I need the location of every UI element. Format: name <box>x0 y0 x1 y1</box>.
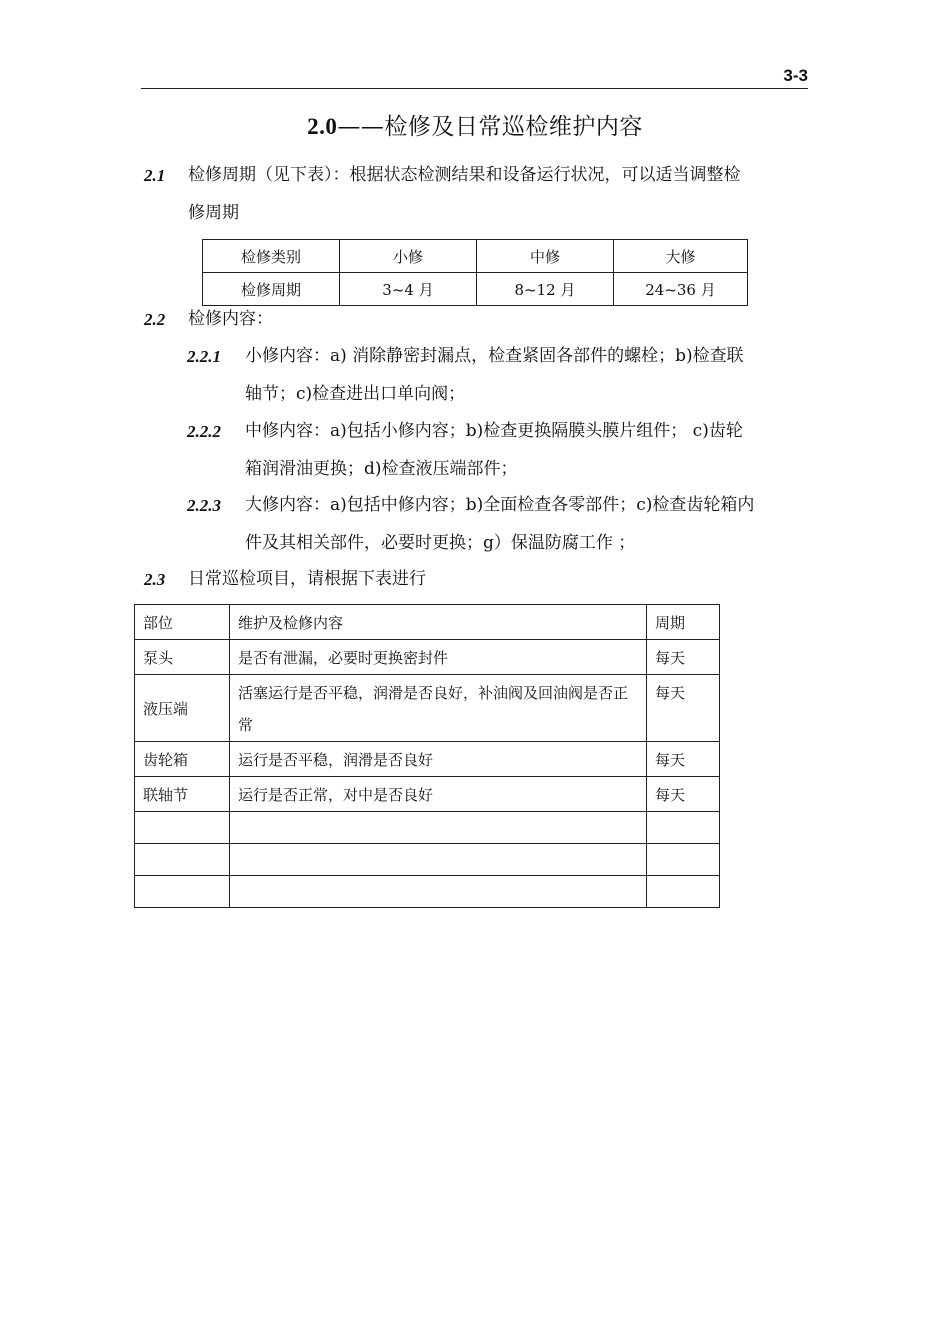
inspection-header-cell: 部位 <box>135 605 230 640</box>
empty-row <box>135 812 720 844</box>
section-2-3-number: 2.3 <box>144 570 166 589</box>
cycle-header-cell: 大修 <box>614 240 748 273</box>
part-cell: 液压端 <box>135 675 230 742</box>
empty-cell <box>135 844 230 876</box>
cycle-header-cell: 小修 <box>340 240 477 273</box>
section-2-2-1-line1: 小修内容：a) 消除静密封漏点，检查紧固各部件的螺栓；b)检查联 <box>245 346 744 366</box>
section-2-2-3-number: 2.2.3 <box>187 496 221 515</box>
page-number: 3-3 <box>783 66 808 85</box>
inspection-header-cell: 周期 <box>647 605 720 640</box>
section-2-2-3-line2: 件及其相关部件，必要时更换；g）保温防腐工作 ； <box>245 533 636 553</box>
section-2-1-number: 2.1 <box>144 166 166 185</box>
part-cell: 齿轮箱 <box>135 742 230 777</box>
title-number: 2.0 <box>307 114 338 139</box>
empty-row <box>135 844 720 876</box>
section-2-2-2-number: 2.2.2 <box>187 422 221 441</box>
content-cell: 运行是否正常，对中是否良好 <box>230 777 647 812</box>
section-2-2-2-line2: 箱润滑油更换；d)检查液压端部件； <box>245 459 518 479</box>
inspection-table <box>134 604 720 908</box>
cycle-cell: 8~12 月 <box>477 273 614 306</box>
inspection-table-header-row <box>135 605 720 640</box>
cycle-table-header-row <box>203 240 748 273</box>
empty-cell <box>135 876 230 908</box>
section-2-2-number: 2.2 <box>144 310 166 329</box>
empty-cell <box>647 844 720 876</box>
part-cell: 泵头 <box>135 640 230 675</box>
cycle-cell: 检修周期 <box>203 273 340 306</box>
table-row <box>135 777 720 812</box>
section-2-1-line1: 检修周期（见下表）：根据状态检测结果和设备运行状况，可以适当调整检 <box>188 165 741 185</box>
empty-cell <box>230 844 647 876</box>
section-2-1-line2: 修周期 <box>188 203 239 223</box>
section-2-2-3-line1: 大修内容：a)包括中修内容；b)全面检查各零部件；c)检查齿轮箱内 <box>245 495 755 515</box>
section-2-2-1-number: 2.2.1 <box>187 347 221 366</box>
section-2-2-text: 检修内容： <box>188 309 273 329</box>
part-cell: 联轴节 <box>135 777 230 812</box>
cycle-cell: 每天 <box>647 640 720 675</box>
table-row <box>135 742 720 777</box>
section-2-3-text: 日常巡检项目，请根据下表进行 <box>188 569 426 589</box>
content-cell: 运行是否平稳，润滑是否良好 <box>230 742 647 777</box>
empty-cell <box>135 812 230 844</box>
empty-cell <box>647 876 720 908</box>
section-2-2-2-line1: 中修内容：a)包括小修内容；b)检查更换隔膜头膜片组件； c)齿轮 <box>245 421 743 441</box>
table-row <box>135 640 720 675</box>
cycle-header-cell: 检修类别 <box>203 240 340 273</box>
content-cell: 是否有泄漏，必要时更换密封件 <box>230 640 647 675</box>
maintenance-cycle-table <box>202 239 748 306</box>
empty-cell <box>647 812 720 844</box>
cycle-cell: 每天 <box>647 675 720 742</box>
title-text: ——检修及日常巡检维护内容 <box>337 114 643 140</box>
empty-row <box>135 876 720 908</box>
cycle-cell: 每天 <box>647 777 720 812</box>
empty-cell <box>230 876 647 908</box>
cycle-cell: 3~4 月 <box>340 273 477 306</box>
section-2-2-1-line2: 轴节；c)检查进出口单向阀； <box>245 384 466 404</box>
header-rule <box>141 88 808 89</box>
empty-cell <box>230 812 647 844</box>
cycle-cell: 24~36 月 <box>614 273 748 306</box>
page-title <box>0 108 950 141</box>
cycle-table-row <box>203 273 748 306</box>
table-row <box>135 675 720 742</box>
cycle-header-cell: 中修 <box>477 240 614 273</box>
cycle-cell: 每天 <box>647 742 720 777</box>
inspection-header-cell: 维护及检修内容 <box>230 605 647 640</box>
content-cell: 活塞运行是否平稳，润滑是否良好，补油阀及回油阀是否正常 <box>230 675 647 742</box>
